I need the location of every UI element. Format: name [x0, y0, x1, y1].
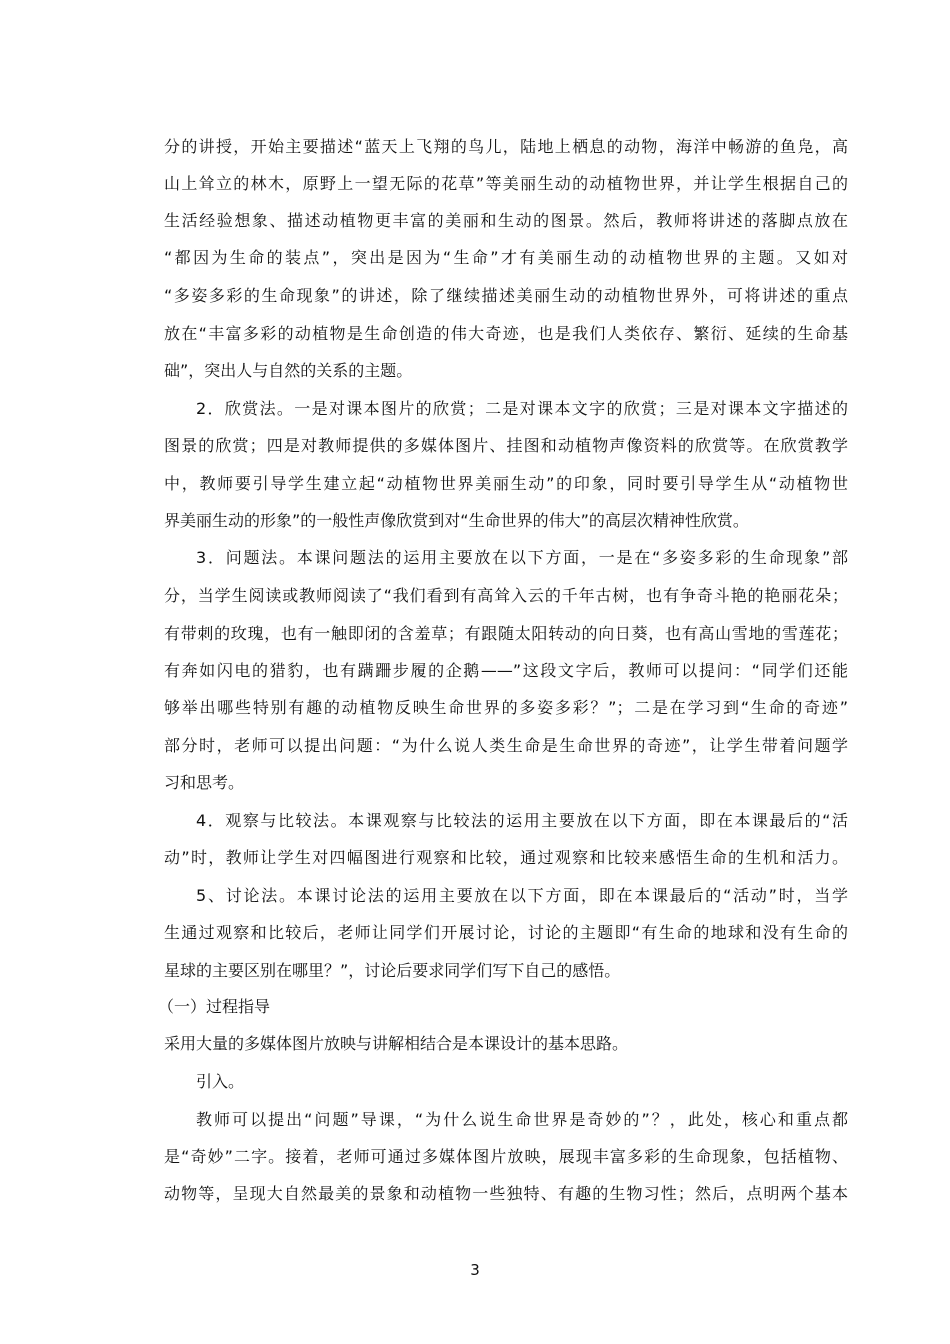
text-line: 础”，突出人与自然的关系的主题。: [164, 361, 413, 380]
text-line: 放在“丰富多彩的动植物是生命创造的伟大奇迹，也是我们人类依存、繁衍、延续的生命基: [164, 324, 848, 343]
text-line: 部分时，老师可以提出问题：“为什么说人类生命是生命世界的奇迹”，让学生带着问题学: [164, 736, 848, 755]
text-line: 中，教师要引导学生建立起“动植物世界美丽生动”的印象，同时要引导学生从“动植物世: [164, 474, 848, 493]
text-line: 够举出哪些特别有趣的动植物反映生命世界的多姿多彩？”；二是在学习到“生命的奇迹”: [164, 698, 848, 717]
text-line: 有带刺的玫瑰，也有一触即闭的含羞草；有跟随太阳转动的向日葵，也有高山雪地的雪莲花；: [164, 624, 848, 643]
text-line: 界美丽生动的形象”的一般性声像欣赏到对“生命世界的伟大”的高层次精神性欣赏。: [164, 511, 749, 530]
text-line: 动物等，呈现大自然最美的景象和动植物一些独特、有趣的生物习性；然后，点明两个基本: [164, 1184, 848, 1203]
text-line: 引入。: [196, 1072, 245, 1091]
text-line: 星球的主要区别在哪里？”，讨论后要求同学们写下自己的感悟。: [164, 961, 621, 980]
text-line: 教师可以提出“问题”导课，“为什么说生命世界是奇妙的”？，此处，核心和重点都: [196, 1110, 848, 1129]
text-line: 采用大量的多媒体图片放映与讲解相结合是本课设计的基本思路。: [164, 1034, 629, 1053]
page-number: 3: [470, 1261, 480, 1279]
text-line: 3．问题法。本课问题法的运用主要放在以下方面，一是在“多姿多彩的生命现象”部: [196, 548, 848, 567]
text-line: 山上耸立的林木，原野上一望无际的花草”等美丽生动的动植物世界，并让学生根据自己的: [164, 174, 848, 193]
text-line: 习和思考。: [164, 773, 245, 792]
text-line: 2．欣赏法。一是对课本图片的欣赏；二是对课本文字的欣赏；三是对课本文字描述的: [196, 399, 848, 418]
text-line: 生活经验想象、描述动植物更丰富的美丽和生动的图景。然后，教师将讲述的落脚点放在: [164, 211, 848, 230]
text-line: 5、讨论法。本课讨论法的运用主要放在以下方面，即在本课最后的“活动”时，当学: [196, 886, 848, 905]
section-heading: （一）过程指导: [158, 997, 271, 1016]
text-line: 分，当学生阅读或教师阅读了“我们看到有高耸入云的千年古树，也有争奇斗艳的艳丽花朵；: [164, 586, 848, 605]
text-line: 有奔如闪电的猎豹，也有蹒跚步履的企鹅——”这段文字后，教师可以提问：“同学们还能: [164, 661, 848, 680]
text-line: “多姿多彩的生命现象”的讲述，除了继续描述美丽生动的动植物世界外，可将讲述的重点: [164, 286, 848, 305]
text-line: “都因为生命的装点”，突出是因为“生命”才有美丽生动的动植物世界的主题。又如对: [164, 248, 848, 267]
text-line: 4．观察与比较法。本课观察与比较法的运用主要放在以下方面，即在本课最后的“活: [196, 811, 848, 830]
text-line: 分的讲授，开始主要描述“蓝天上飞翔的鸟儿，陆地上栖息的动物，海洋中畅游的鱼凫，高: [164, 137, 848, 156]
text-line: 是“奇妙”二字。接着，老师可通过多媒体图片放映，展现丰富多彩的生命现象，包括植物、: [164, 1147, 848, 1166]
text-line: 图景的欣赏；四是对教师提供的多媒体图片、挂图和动植物声像资料的欣赏等。在欣赏教学: [164, 436, 848, 455]
text-line: 动”时，教师让学生对四幅图进行观察和比较，通过观察和比较来感悟生命的生机和活力。: [164, 848, 848, 867]
text-line: 生通过观察和比较后，老师让同学们开展讨论，讨论的主题即“有生命的地球和没有生命的: [164, 923, 848, 942]
